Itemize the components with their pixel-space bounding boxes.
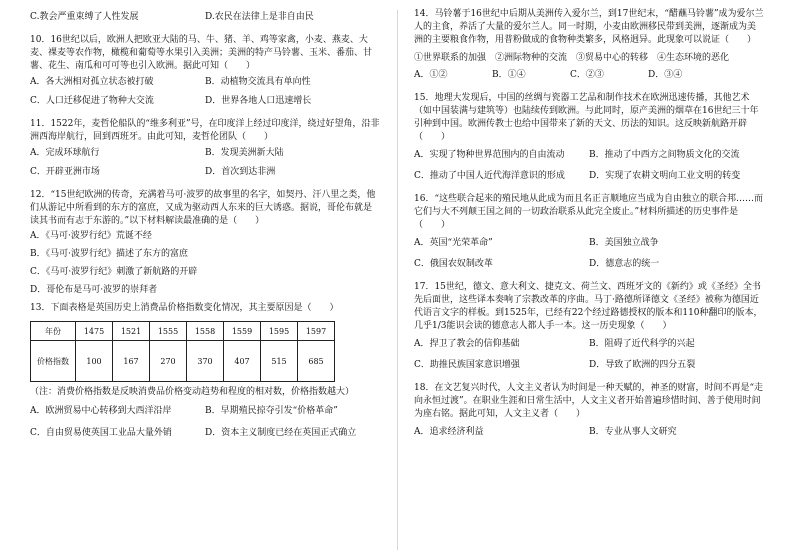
- question-17: [414, 281, 764, 372]
- question-13-stem: 13．下面表格是英国历史上消费品价格指数变化情况，其主要原因是（ ）: [30, 303, 339, 313]
- question-10-stem: 10．16世纪以后，欧洲人把欧亚大陆的马、牛、猪、羊、鸡等家禽，小麦、燕麦、大麦、裸麦等农作物，橄榄和葡萄等水果引入美洲；美洲的特产马铃薯、玉米、番茄、甘薯、花生、南瓜和可可等也引入欧洲。据此可知（ ）: [30, 35, 373, 71]
- table-cell: 370: [187, 341, 224, 382]
- option-16-b: B．美国独立战争: [589, 238, 659, 248]
- question-10: [30, 34, 380, 108]
- option-16-c: C．俄国农奴制改革: [414, 259, 493, 269]
- option-11-c: C．开辟亚洲市场: [30, 167, 100, 177]
- option-14-d: D．③④: [648, 70, 683, 80]
- option-13-d: D．资本主义制度已经在英国正式确立: [205, 428, 357, 438]
- table-cell: 167: [113, 341, 150, 382]
- question-13-note: （注：消费价格指数是反映消费品价格变动趋势和程度的相对数，价格指数越大）: [30, 387, 355, 397]
- option-17-b: B．阻碍了近代科学的兴起: [589, 339, 695, 349]
- table-cell: 1558: [187, 322, 224, 341]
- option-11-d: D．首次到达非洲: [205, 167, 276, 177]
- table-cell: 515: [261, 341, 298, 382]
- question-14-items: ①世界联系的加强 ②洲际物种的交流 ③贸易中心的转移 ④生态环境的恶化: [414, 53, 730, 63]
- table-cell: 1555: [150, 322, 187, 341]
- option-18-a: A．追求经济利益: [414, 427, 484, 437]
- table-cell: 1521: [113, 322, 150, 341]
- question-15: [414, 92, 764, 183]
- option-14-a: A．①②: [414, 70, 448, 80]
- question-18-stem: 18．在文艺复兴时代，人文主义者认为时间是一种天赋的，神圣的财富，时间不再是“走向永恒过渡”。在职业生涯和日常生活中，人文主义者开始普遍珍惜时间、善于使用时间为座右铭。据此可知，人文主义者（ ）: [414, 383, 764, 419]
- question-17-stem: 17．15世纪，德文、意大利文、捷克文、荷兰文、西班牙文的《新约》或《圣经》全书先后面世，这些译本奏响了宗教改革的序曲。马丁·路德所译德文《圣经》被称为德国近代语言文字的样板。到1525年，已经有22个经过路德授权的版本和110种翻印的版本，几乎1/3能识会读的德意志人都人手一本。这一历史现象（ ）: [414, 282, 763, 331]
- option-9-c: C.教会严重束缚了人性发展: [30, 12, 139, 22]
- option-13-a: A．欧洲贸易中心转移到大西洋沿岸: [30, 406, 172, 416]
- option-16-a: A．英国“光荣革命”: [414, 238, 493, 248]
- option-13-b: B．早期殖民掠夺引发“价格革命”: [205, 406, 338, 416]
- question-16: [414, 193, 764, 271]
- question-12: [30, 189, 380, 297]
- table-cell: 407: [224, 341, 261, 382]
- question-18: [414, 382, 764, 439]
- column-divider: [397, 10, 398, 550]
- question-11-stem: 11．1522年，麦哲伦船队的“维多利亚”号，在印度洋上经过印度洋，绕过好望角，沿非洲西海岸航行，回到西班牙。由此可知，麦哲伦团队（ ）: [30, 119, 380, 142]
- table-row-years: [31, 322, 335, 341]
- table-cell: 价格指数: [31, 341, 76, 382]
- table-row-indices: [31, 341, 335, 382]
- table-cell: 年份: [31, 322, 76, 341]
- question-11: [30, 118, 380, 179]
- question-9-tail: [30, 11, 380, 24]
- option-15-c: C．推动了中国人近代海洋意识的形成: [414, 171, 565, 181]
- option-13-c: C．自由贸易使英国工业品大量外销: [30, 428, 172, 438]
- option-12-a: A．《马可·波罗行纪》荒诞不经: [30, 231, 152, 241]
- option-14-b: B．①④: [492, 70, 526, 80]
- table-cell: 1595: [261, 322, 298, 341]
- option-16-d: D．德意志的统一: [589, 259, 660, 269]
- option-9-d: D.农民在法律上是非自由民: [205, 12, 314, 22]
- option-17-a: A．捍卫了教会的信仰基础: [414, 339, 520, 349]
- question-14: [414, 8, 764, 82]
- option-12-c: C．《马可·波罗行纪》刺激了新航路的开辟: [30, 267, 198, 277]
- right-column: [414, 8, 764, 439]
- left-column: [30, 8, 380, 440]
- question-15-stem: 15．地理大发现后，中国的丝绸与瓷器工艺品和制作技术在欧洲迅速传播，其他艺术（如中国装满与建筑等）也陆续传到欧洲。与此同时，原产美洲的烟草在16世纪三十年引种到中国。欧洲传教士也给中国带来了新的天文、历法的知识。这反映新航路开辟（ ）: [414, 93, 759, 142]
- option-11-b: B．发现美洲新大陆: [205, 148, 284, 158]
- table-cell: 1597: [298, 322, 335, 341]
- option-15-a: A．实现了物种世界范围内的自由流动: [414, 150, 565, 160]
- question-16-stem: 16．“这些联合起来的殖民地从此成为而且名正言顺地应当成为自由独立的联合邦……而它们与大不列颠王国之间的一切政治联系从此完全废止。”材料所描述的历史事件是（ ）: [414, 194, 764, 230]
- table-cell: 1475: [76, 322, 113, 341]
- table-cell: 685: [298, 341, 335, 382]
- option-10-c: C．人口迁移促进了物种大交流: [30, 96, 154, 106]
- price-index-table: [30, 321, 335, 382]
- option-15-d: D．实现了农耕文明向工业文明的转变: [589, 171, 741, 181]
- option-17-c: C．助推民族国家意识增强: [414, 360, 520, 370]
- option-15-b: B．推动了中西方之间物质文化的交流: [589, 150, 740, 160]
- option-17-d: D．导致了欧洲的四分五裂: [589, 360, 696, 370]
- option-18-b: B．专业从事人文研究: [589, 427, 677, 437]
- question-13: [30, 302, 380, 440]
- option-12-d: D．哥伦布是马可·波罗的崇拜者: [30, 285, 158, 295]
- option-10-b: B．动植物交流具有单向性: [205, 77, 311, 87]
- question-14-stem: 14．马铃薯于16世纪中后期从美洲传入爱尔兰，到17世纪末，“醋蘸马铃薯”成为爱尔兰人的主食，养活了大量的爱尔兰人。同一时期，小麦由欧洲移民带到美洲，逐渐成为美洲的主要粮食作物，用普粉做成的食物种类繁多，风格迥异。此现象可以说证（ ）: [414, 9, 764, 45]
- option-12-b: B．《马可·波罗行纪》描述了东方的富庶: [30, 249, 188, 259]
- option-11-a: A．完成环球航行: [30, 148, 100, 158]
- question-12-stem: 12．“15世纪欧洲的传奇，充满着马可·波罗的故事里的名字，如契丹、汗八里之类，他们从游记中所看到的东方的富庶，又成为驱动西人东来的巨大诱惑。据说，哥伦布就是读其书而有志于东游的。”以下材料解读最准确的是（ ）: [30, 190, 376, 226]
- table-cell: 270: [150, 341, 187, 382]
- option-10-a: A．各大洲相对孤立状态被打破: [30, 77, 154, 87]
- table-cell: 100: [76, 341, 113, 382]
- table-cell: 1559: [224, 322, 261, 341]
- option-10-d: D．世界各地人口迅速增长: [205, 96, 312, 106]
- option-14-c: C．②③: [570, 70, 604, 80]
